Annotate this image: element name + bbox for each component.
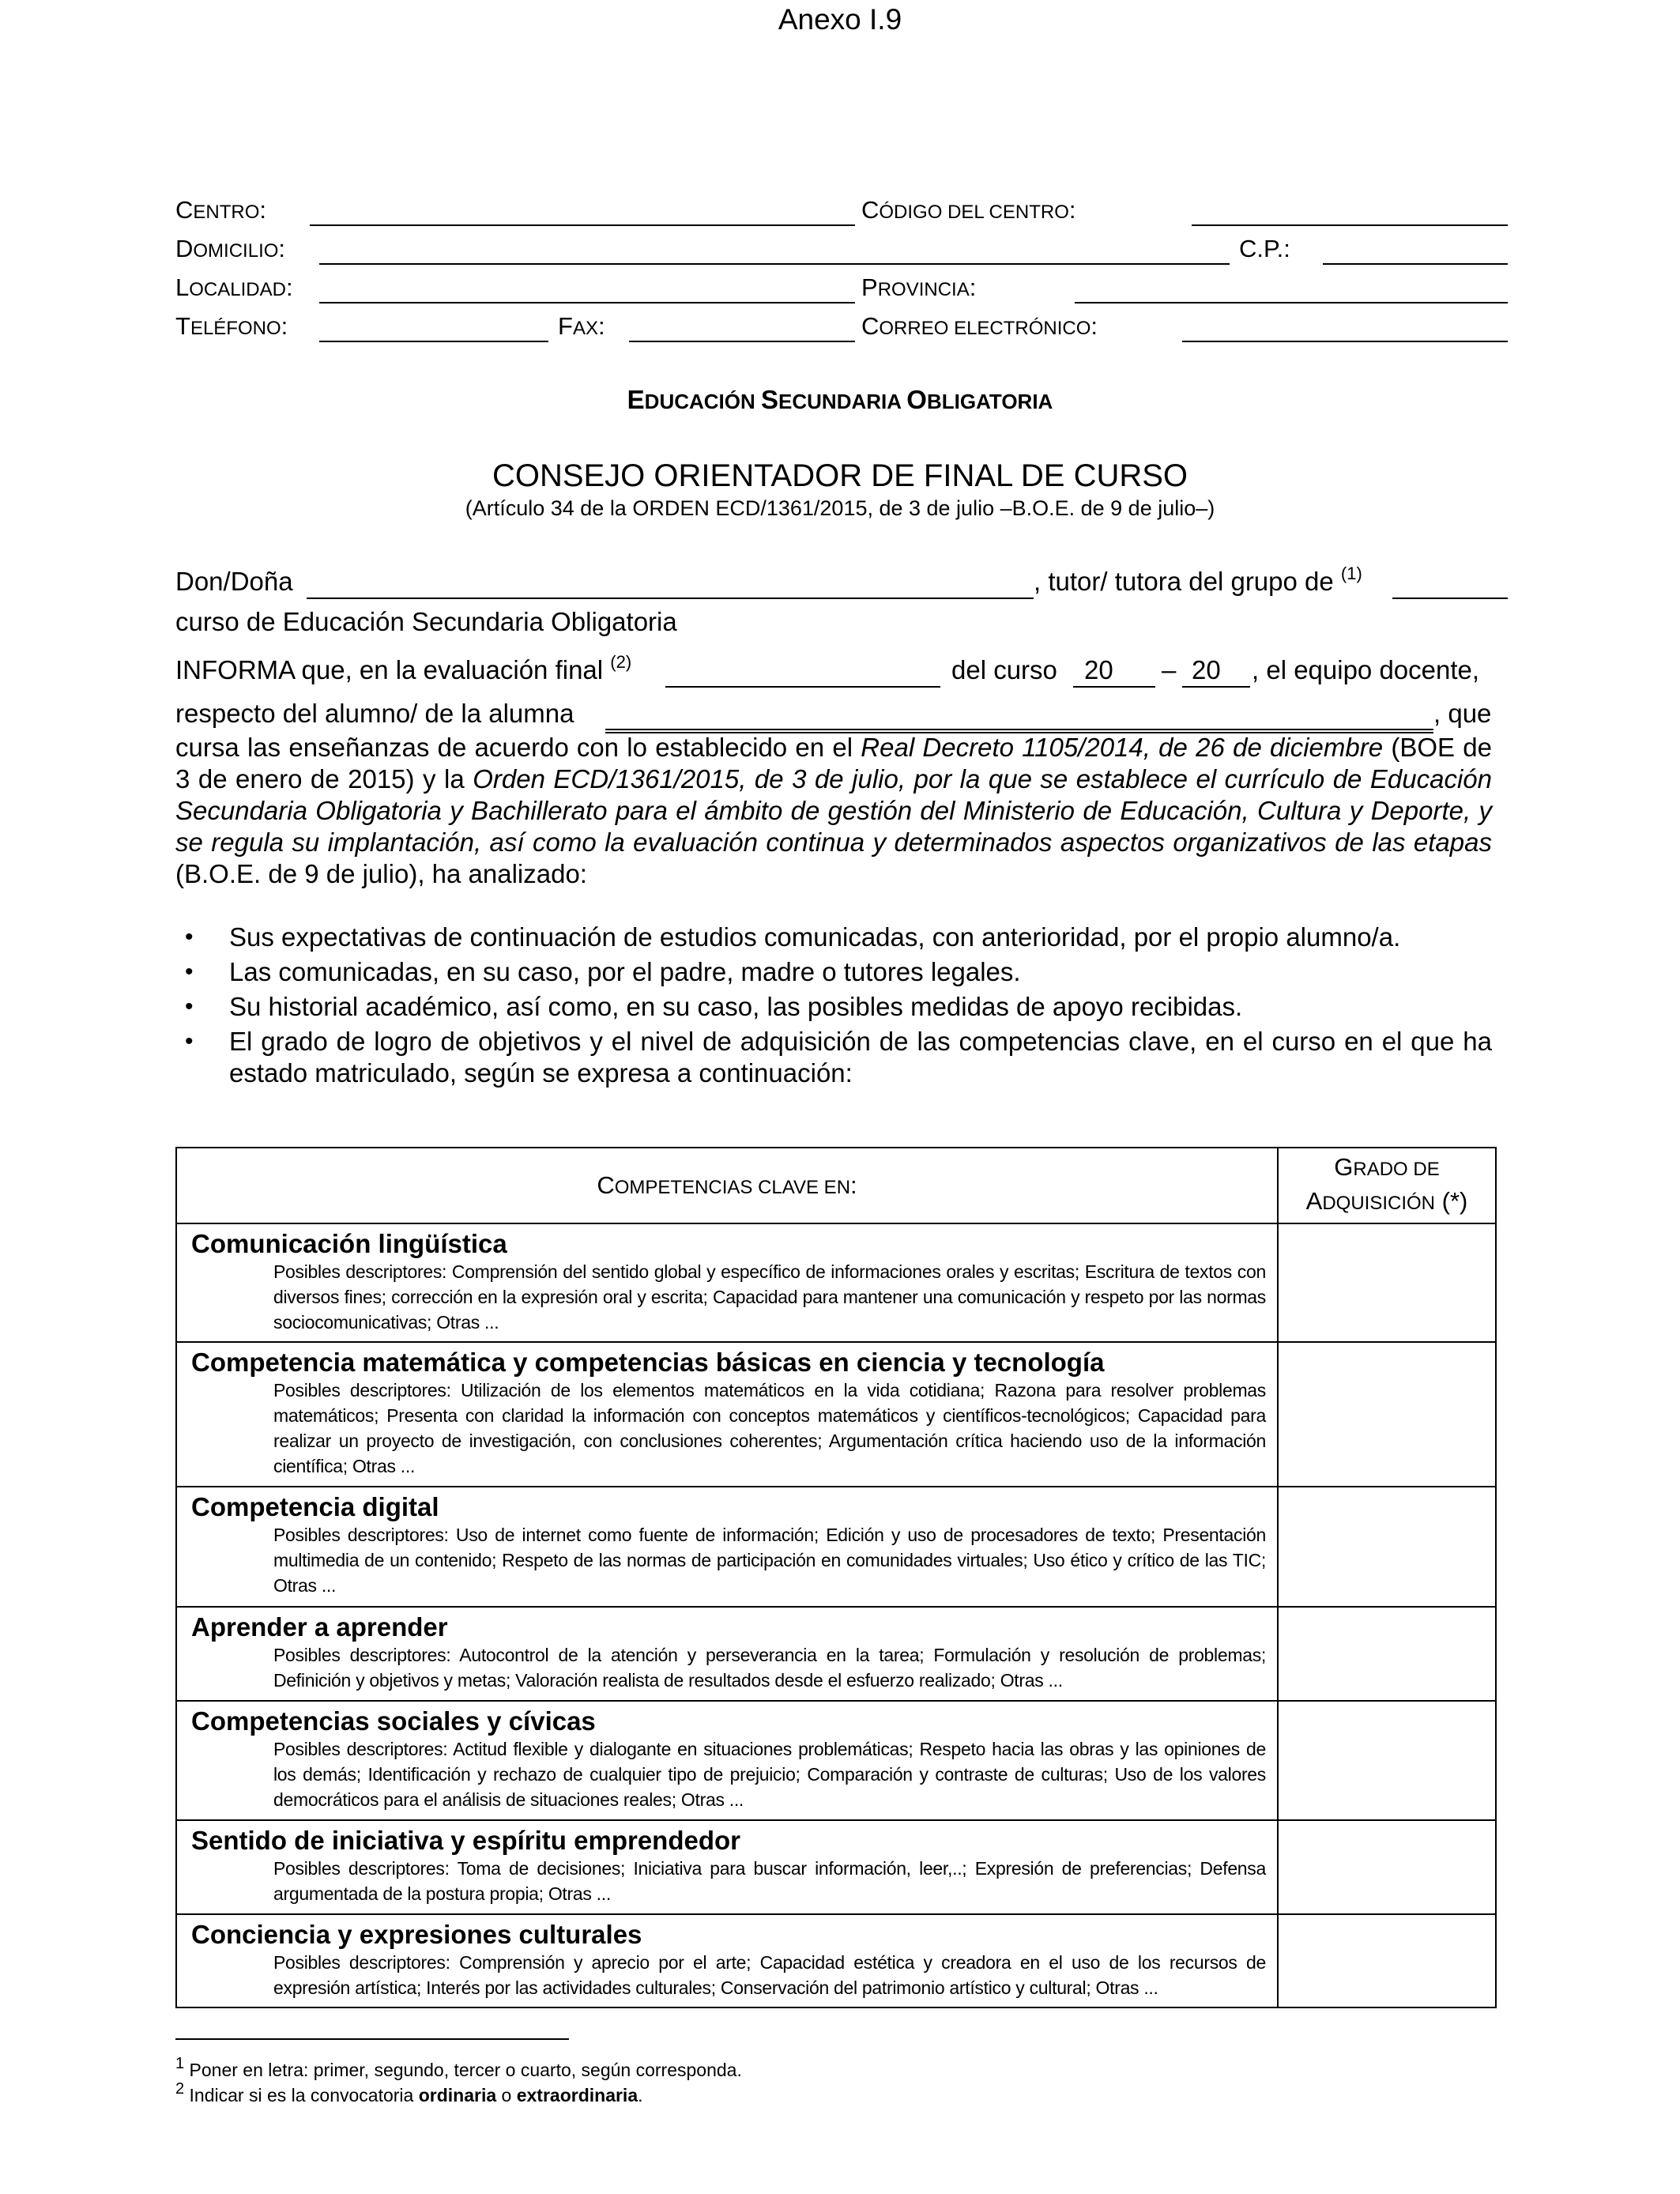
grado-cell[interactable] bbox=[1278, 1607, 1496, 1701]
list-item: • El grado de logro de objetivos y el nivel de adquisición de las competencias clave, en el curso en el que ha estado matriculado, según se expresa a continuación: bbox=[185, 1027, 1492, 1088]
footnote-1: $^1$ Poner en letra: primer, segundo, tercer o cuarto, según corresponda. bbox=[175, 2055, 742, 2080]
grado-cell[interactable] bbox=[1278, 1820, 1496, 1914]
bullet-icon: • bbox=[185, 924, 194, 950]
localidad-label: LOCALIDAD: bbox=[175, 273, 293, 301]
grado-cell[interactable] bbox=[1278, 1914, 1496, 2007]
cp-field[interactable] bbox=[1323, 263, 1508, 265]
bullet-icon: • bbox=[185, 959, 194, 985]
table-header-row bbox=[176, 1148, 1496, 1223]
table-row bbox=[176, 1487, 1496, 1607]
header-competencias: COMPETENCIAS CLAVE EN: bbox=[176, 1148, 1278, 1223]
codigo-centro-label: CÓDIGO DEL CENTRO: bbox=[861, 196, 1076, 224]
competencia-cell bbox=[176, 1607, 1278, 1701]
footnote-divider bbox=[175, 2038, 569, 2040]
competencia-title: Conciencia y expresiones culturales bbox=[191, 1920, 642, 1949]
grado-cell[interactable] bbox=[1278, 1223, 1496, 1342]
competencia-title: Comunicación lingüística bbox=[191, 1229, 507, 1258]
competencia-desc: Posibles descriptores: Comprensión y aprecio por el arte; Capacidad estética y creadora en el uso de los recursos de expresión artística; Interés por las actividades culturales; Conservación del patrimonio artístico y cultural; Otras ... bbox=[273, 1952, 1266, 1998]
year-start-field[interactable] bbox=[1073, 686, 1155, 688]
competencia-desc: Posibles descriptores: Uso de internet como fuente de información; Edición y uso de procesadores de texto; Presentación multimedia de un contenido; Respeto de las normas de participación en comunidades virtuales; Uso ético y crítico de las TIC; Otras ... bbox=[273, 1525, 1266, 1596]
alumno-field[interactable] bbox=[605, 729, 1433, 730]
annex-label: Anexo I.9 bbox=[778, 3, 902, 36]
tutor-label: , tutor/ tutora del grupo de $^{(1)}$ bbox=[1034, 564, 1362, 596]
competencia-cell bbox=[176, 1487, 1278, 1607]
legal-paragraph: cursa las enseñanzas de acuerdo con lo establecido en el Real Decreto 1105/2014, de 26 de diciembre (BOE de 3 de enero de 2015) y la Orden ECD/1361/2015, de 3 de julio, por la que se establece el currículo de Educación Secundaria Obligatoria y Bachillerato para el ámbito de gestión del Ministerio de Educación, Cultura y Deporte, y se regula su implantación, así como la evaluación continua y determinados aspectos organizativos de las etapas (B.O.E. de 9 de julio), ha analizado: bbox=[175, 733, 1493, 888]
list-item: • Sus expectativas de continuación de estudios comunicadas, con anterioridad, por el propio alumno/a. bbox=[185, 922, 1401, 952]
localidad-field[interactable] bbox=[319, 302, 855, 303]
bullet-icon: • bbox=[185, 1028, 194, 1054]
footnote-2: $^2$ Indicar si es la convocatoria ordinaria o extraordinaria. bbox=[175, 2080, 643, 2105]
bullet-icon: • bbox=[185, 993, 194, 1020]
competencia-desc: Posibles descriptores: Actitud flexible y dialogante en situaciones problemáticas; Respeto hacia las obras y las opiniones de los demás; Identificación y rechazo de cualquier tipo de prejuicio; Comparación y contraste de culturas; Uso de los valores democráticos para el análisis de situaciones reales; Otras ... bbox=[273, 1739, 1266, 1810]
list-item: • Su historial académico, así como, en su caso, las posibles medidas de apoyo recibidas. bbox=[185, 992, 1243, 1021]
competencia-cell bbox=[176, 1914, 1278, 2007]
title-consejo: CONSEJO ORIENTADOR DE FINAL DE CURSO bbox=[492, 458, 1188, 493]
informa-label: INFORMA que, en la evaluación final $^{(2)}$ bbox=[175, 652, 632, 684]
codigo-centro-field[interactable] bbox=[1192, 224, 1508, 226]
correo-field[interactable] bbox=[1182, 341, 1508, 342]
competencia-desc: Posibles descriptores: Autocontrol de la atención y perseverancia en la tarea; Formulación y resolución de problemas; Definición y objetivos y metas; Valoración realista de resultados desde el esfuerzo realizado; Otras ... bbox=[273, 1645, 1266, 1691]
year-end-field[interactable] bbox=[1182, 686, 1250, 688]
respecto-label: respecto del alumno/ de la alumna bbox=[175, 699, 574, 728]
table-row bbox=[176, 1820, 1496, 1914]
grado-cell[interactable] bbox=[1278, 1487, 1496, 1607]
competencia-title: Competencia digital bbox=[191, 1492, 439, 1521]
provincia-label: PROVINCIA: bbox=[861, 273, 977, 301]
competencia-title: Competencia matemática y competencias básicas en ciencia y tecnología bbox=[191, 1348, 1105, 1377]
competencias-table bbox=[175, 1147, 1497, 2008]
year-start: 20 bbox=[1084, 655, 1113, 684]
competencia-cell bbox=[176, 1701, 1278, 1820]
table-row bbox=[176, 1607, 1496, 1701]
competencia-desc: Posibles descriptores: Utilización de los elementos matemáticos en la vida cotidiana; Razona para resolver problemas matemáticos; Presenta con claridad la información con conceptos matemáticos y científicos-tecnológicos; Capacidad para realizar un proyecto de investigación, con conclusiones coherentes; Argumentación crítica haciendo uso de la información científica; Otras ... bbox=[273, 1380, 1266, 1476]
table-row bbox=[176, 1223, 1496, 1342]
cp-label: C.P.: bbox=[1239, 235, 1290, 262]
table-row bbox=[176, 1914, 1496, 2007]
table-row bbox=[176, 1342, 1496, 1487]
competencia-title: Competencias sociales y cívicas bbox=[191, 1706, 596, 1736]
list-item: • Las comunicadas, en su caso, por el padre, madre o tutores legales. bbox=[185, 957, 1021, 986]
paragraph-underline bbox=[605, 732, 1433, 733]
header-grado: GRADO DE ADQUISICIÓN (*) bbox=[1278, 1148, 1496, 1223]
bullet-list bbox=[185, 922, 1492, 1092]
grado-cell[interactable] bbox=[1278, 1701, 1496, 1820]
don-field[interactable] bbox=[307, 598, 1034, 599]
centro-field[interactable] bbox=[310, 224, 855, 226]
del-curso-label: del curso bbox=[951, 655, 1057, 684]
competencia-title: Sentido de iniciativa y espíritu emprendedor bbox=[191, 1826, 740, 1855]
title-educacion: EDUCACIÓN SECUNDARIA OBLIGATORIA bbox=[627, 385, 1053, 414]
competencia-cell bbox=[176, 1342, 1278, 1487]
equipo-text: , el equipo docente, bbox=[1252, 655, 1480, 684]
grado-cell[interactable] bbox=[1278, 1342, 1496, 1487]
telefono-label: TELÉFONO: bbox=[175, 312, 288, 340]
don-label: Don/Doña bbox=[175, 567, 293, 596]
competencia-title: Aprender a aprender bbox=[191, 1612, 448, 1642]
title-articulo: (Artículo 34 de la ORDEN ECD/1361/2015, de 3 de julio –B.O.E. de 9 de julio–) bbox=[465, 496, 1215, 520]
fax-field[interactable] bbox=[629, 341, 855, 342]
competencia-desc: Posibles descriptores: Toma de decisiones; Iniciativa para buscar información, leer,..; Expresión de preferencias; Defensa argumentada de la postura propia; Otras ... bbox=[273, 1858, 1266, 1904]
provincia-field[interactable] bbox=[1075, 302, 1508, 303]
domicilio-field[interactable] bbox=[319, 263, 1230, 265]
curso-text: curso de Educación Secundaria Obligatoria bbox=[175, 607, 677, 636]
correo-label: CORREO ELECTRÓNICO: bbox=[861, 312, 1098, 340]
competencia-cell bbox=[176, 1820, 1278, 1914]
fax-label: FAX: bbox=[558, 312, 605, 340]
domicilio-label: DOMICILIO: bbox=[175, 235, 286, 262]
year-dash: – bbox=[1162, 655, 1177, 684]
competencia-desc: Posibles descriptores: Comprensión del sentido global y específico de informaciones orales y escritas; Escritura de textos con diversos fines; corrección en la expresión oral y escrita; Capacidad para mantener una comunicación y respeto por las normas sociocomunicativas; Otras ... bbox=[273, 1261, 1266, 1333]
evaluacion-field[interactable] bbox=[665, 686, 940, 688]
centro-label: CENTRO: bbox=[175, 196, 267, 224]
competencia-cell bbox=[176, 1223, 1278, 1342]
que-text: , que bbox=[1433, 699, 1492, 728]
year-end: 20 bbox=[1192, 655, 1221, 684]
telefono-field[interactable] bbox=[319, 341, 548, 342]
grupo-field[interactable] bbox=[1392, 598, 1508, 599]
table-row bbox=[176, 1701, 1496, 1820]
